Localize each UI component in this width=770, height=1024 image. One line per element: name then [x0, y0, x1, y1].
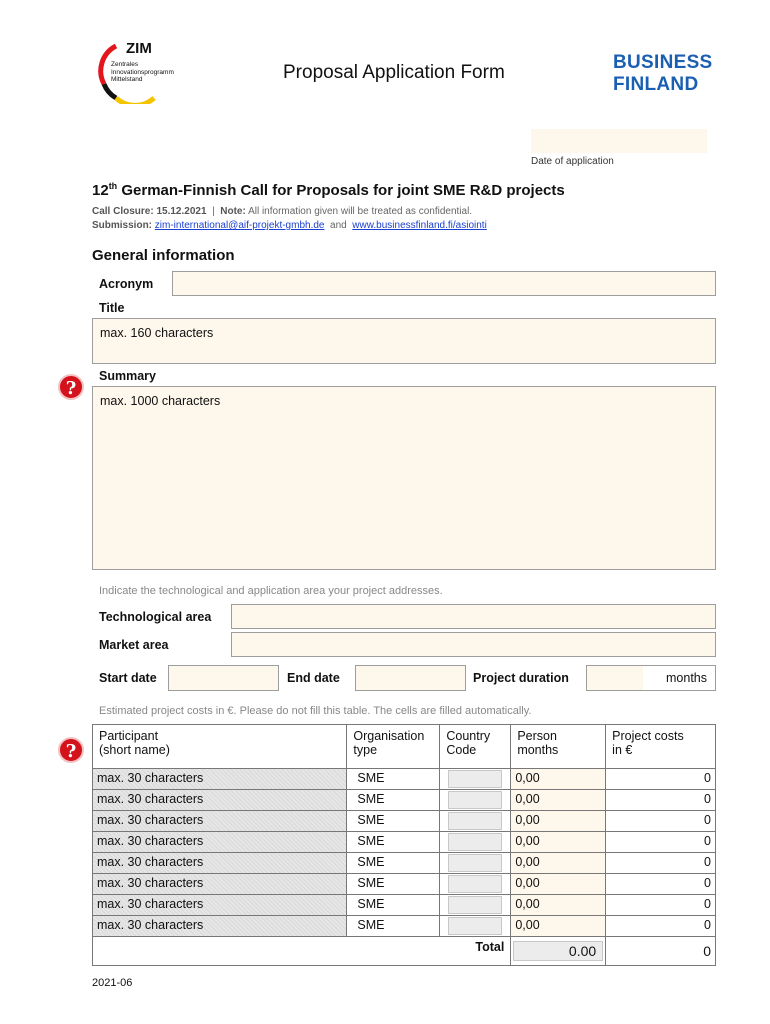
person-months-cell[interactable]: 0,00	[511, 832, 606, 853]
organisation-type-cell[interactable]: SME	[347, 811, 440, 832]
person-months-cell[interactable]: 0,00	[511, 916, 606, 937]
technological-area-label: Technological area	[99, 610, 212, 624]
title-label: Title	[99, 301, 125, 315]
start-date-label: Start date	[99, 671, 157, 685]
table-row	[93, 874, 716, 895]
country-code-cell[interactable]	[440, 853, 511, 874]
zim-logo-subtitle: Zentrales Innovationsprogramm Mittelstand	[111, 61, 174, 83]
participant-cell[interactable]: max. 30 characters	[93, 853, 347, 874]
participant-cell[interactable]: max. 30 characters	[93, 832, 347, 853]
market-area-input[interactable]	[231, 632, 716, 657]
country-code-cell[interactable]	[440, 811, 511, 832]
person-months-cell[interactable]: 0,00	[511, 769, 606, 790]
organisation-type-cell[interactable]: SME	[347, 853, 440, 874]
summary-label: Summary	[99, 369, 156, 383]
submission-email-link[interactable]: zim-international@aif-projekt-gmbh.de	[154, 220, 325, 231]
technological-area-input[interactable]	[231, 604, 716, 629]
person-months-cell[interactable]: 0,00	[511, 811, 606, 832]
country-code-cell[interactable]	[440, 895, 511, 916]
project-duration-unit: months	[666, 671, 707, 685]
total-project-costs: 0	[606, 937, 716, 966]
table-row	[93, 916, 716, 937]
table-row	[93, 790, 716, 811]
acronym-label: Acronym	[99, 277, 154, 291]
participant-cell[interactable]: max. 30 characters	[93, 811, 347, 832]
participant-cell[interactable]: max. 30 characters	[93, 790, 347, 811]
person-months-cell[interactable]: 0,00	[511, 874, 606, 895]
total-person-months: 0.00	[513, 941, 603, 961]
organisation-type-cell[interactable]: SME	[347, 769, 440, 790]
project-costs-cell: 0	[606, 916, 716, 937]
call-heading: 12th German-Finnish Call for Proposals for joint SME R&D projects	[92, 181, 565, 199]
country-code-cell[interactable]	[440, 790, 511, 811]
total-person-months-cell	[511, 937, 606, 966]
start-date-input[interactable]	[168, 665, 279, 691]
project-costs-cell: 0	[606, 874, 716, 895]
project-duration-label: Project duration	[473, 671, 569, 685]
country-code-cell[interactable]	[440, 874, 511, 895]
person-months-cell[interactable]: 0,00	[511, 895, 606, 916]
summary-help-icon[interactable]: ?	[58, 374, 84, 400]
project-costs-cell: 0	[606, 832, 716, 853]
areas-note: Indicate the technological and application area your project addresses.	[99, 585, 443, 597]
end-date-input[interactable]	[355, 665, 466, 691]
table-row	[93, 769, 716, 790]
project-duration-field	[586, 665, 716, 691]
date-of-application-input[interactable]	[531, 129, 707, 153]
business-finland-logo-line2: FINLAND	[613, 74, 699, 95]
organisation-type-cell[interactable]: SME	[347, 895, 440, 916]
country-code-cell[interactable]	[440, 769, 511, 790]
country-code-cell[interactable]	[440, 916, 511, 937]
country-code-cell[interactable]	[440, 832, 511, 853]
title-input[interactable]: max. 160 characters	[92, 318, 716, 364]
general-information-heading: General information	[92, 247, 235, 264]
table-header-row	[93, 725, 716, 769]
project-costs-cell: 0	[606, 769, 716, 790]
person-months-cell[interactable]: 0,00	[511, 790, 606, 811]
table-row	[93, 811, 716, 832]
summary-input[interactable]: max. 1000 characters	[92, 386, 716, 570]
header-country-code: Country Code	[440, 725, 511, 769]
end-date-label: End date	[287, 671, 340, 685]
header-project-costs: Project costs in €	[606, 725, 716, 769]
business-finland-logo-line1: BUSINESS	[613, 52, 713, 73]
acronym-input[interactable]	[172, 271, 716, 296]
project-costs-cell: 0	[606, 790, 716, 811]
participant-cell[interactable]: max. 30 characters	[93, 895, 347, 916]
submission-line: Submission: zim-international@aif-projekt-gmbh.de and www.businessfinland.fi/asiointi	[92, 220, 487, 231]
call-closure-line: Call Closure: 15.12.2021 | Note: All information given will be treated as confidential.	[92, 206, 473, 217]
table-row	[93, 832, 716, 853]
participant-cell[interactable]: max. 30 characters	[93, 769, 347, 790]
organisation-type-cell[interactable]: SME	[347, 916, 440, 937]
costs-note: Estimated project costs in €. Please do not fill this table. The cells are filled automatically.	[99, 705, 532, 717]
document-version: 2021-06	[92, 977, 133, 989]
table-row	[93, 895, 716, 916]
project-costs-cell: 0	[606, 895, 716, 916]
project-costs-cell: 0	[606, 811, 716, 832]
zim-logo-title: ZIM	[126, 40, 152, 57]
header-participant: Participant (short name)	[93, 725, 347, 769]
organisation-type-cell[interactable]: SME	[347, 832, 440, 853]
page-title: Proposal Application Form	[283, 62, 505, 83]
person-months-cell[interactable]: 0,00	[511, 853, 606, 874]
project-duration-value	[587, 666, 643, 690]
costs-help-icon[interactable]: ?	[58, 737, 84, 763]
header-organisation-type: Organisation type	[347, 725, 440, 769]
date-of-application-label: Date of application	[531, 156, 614, 167]
table-row	[93, 853, 716, 874]
project-costs-cell: 0	[606, 853, 716, 874]
organisation-type-cell[interactable]: SME	[347, 874, 440, 895]
table-total-row	[93, 937, 716, 966]
participant-cell[interactable]: max. 30 characters	[93, 916, 347, 937]
submission-url-link[interactable]: www.businessfinland.fi/asiointi	[352, 220, 487, 231]
total-label: Total	[93, 937, 511, 966]
header-person-months: Person months	[511, 725, 606, 769]
project-costs-table	[92, 724, 716, 966]
participant-cell[interactable]: max. 30 characters	[93, 874, 347, 895]
market-area-label: Market area	[99, 638, 169, 652]
organisation-type-cell[interactable]: SME	[347, 790, 440, 811]
